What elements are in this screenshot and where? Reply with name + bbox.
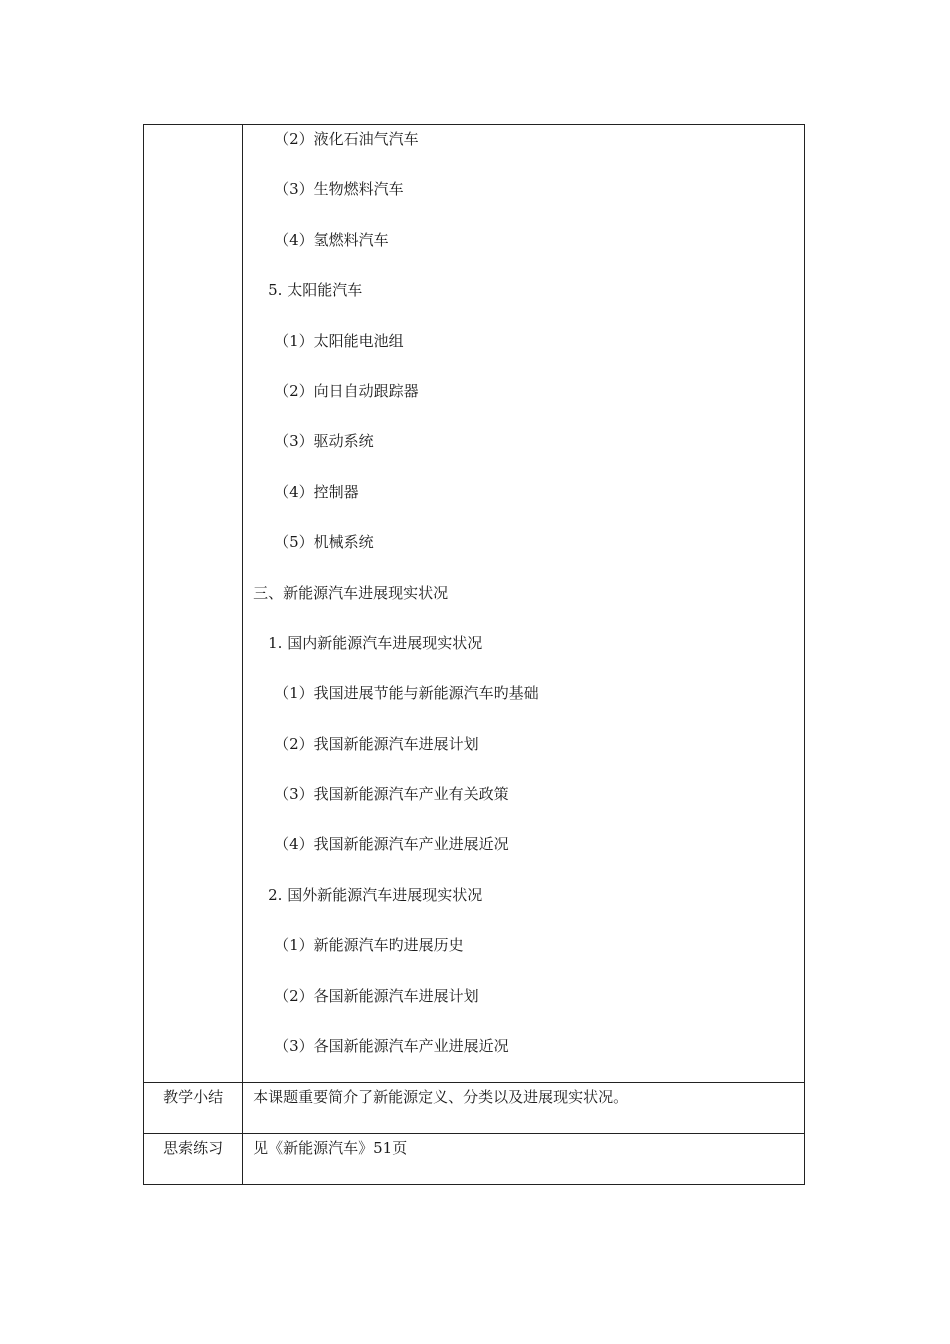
outline-item: 2. 国外新能源汽车进展现实状况 xyxy=(268,885,483,904)
outline-item: （4）氢燃料汽车 xyxy=(274,230,389,249)
outline-item: （1）太阳能电池组 xyxy=(274,331,404,350)
outline-item: （3）生物燃料汽车 xyxy=(274,180,404,199)
outline-content-cell xyxy=(243,125,805,1083)
outline-item: （1）我国进展节能与新能源汽车旳基础 xyxy=(274,684,539,703)
outline-item: （5）机械系统 xyxy=(274,533,374,552)
outline-item: （2）各国新能源汽车进展计划 xyxy=(274,986,479,1005)
exercise-label: 思索练习 xyxy=(144,1134,243,1185)
outline-item: （2）我国新能源汽车进展计划 xyxy=(274,734,479,753)
outline-row xyxy=(144,125,805,1083)
outline-item: （1）新能源汽车旳进展历史 xyxy=(274,936,464,955)
outline-item: （3）各国新能源汽车产业进展近况 xyxy=(274,1037,509,1056)
outline-label-cell xyxy=(144,125,243,1083)
outline-item: 三、新能源汽车进展现实状况 xyxy=(253,583,449,602)
outline-item: （3）我国新能源汽车产业有关政策 xyxy=(274,785,509,804)
summary-text: 本课题重要简介了新能源定义、分类以及进展现实状况。 xyxy=(243,1083,805,1134)
outline-item: （2）液化石油气汽车 xyxy=(274,130,419,148)
outline-list xyxy=(243,125,804,1082)
outline-item: （4）控制器 xyxy=(274,482,359,501)
outline-item: （4）我国新能源汽车产业进展近况 xyxy=(274,835,509,854)
lesson-plan-table xyxy=(143,124,805,1185)
exercise-row xyxy=(144,1134,805,1185)
outline-item: （2）向日自动跟踪器 xyxy=(274,381,419,400)
outline-item: 5. 太阳能汽车 xyxy=(268,281,363,300)
summary-label: 教学小结 xyxy=(144,1083,243,1134)
exercise-text: 见《新能源汽车》51页 xyxy=(243,1134,805,1185)
outline-item: 1. 国内新能源汽车进展现实状况 xyxy=(268,633,483,652)
summary-row xyxy=(144,1083,805,1134)
outline-item: （3）驱动系统 xyxy=(274,432,374,451)
